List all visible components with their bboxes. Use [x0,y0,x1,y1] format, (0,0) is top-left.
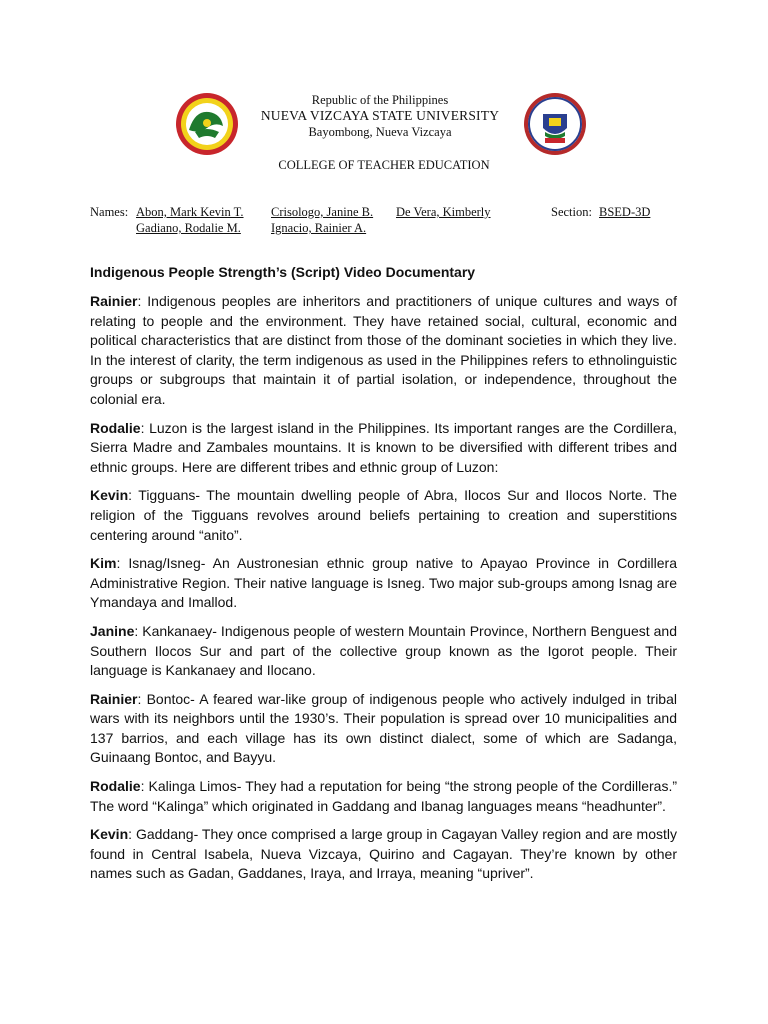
student-name: Crisologo, Janine B. [271,205,374,219]
paragraph-text: : Kankanaey- Indigenous people of western Mountain Province, Northern Benguest and Southern Ilocos Sur and part of the collective group known as the Igorot people. Their language is Kankanaey and Ilocano. [90,622,677,679]
student-name: Gadiano, Rodalie M. [136,221,241,235]
letterhead-text [240,92,520,140]
republic-line: Republic of the Philippines [311,93,449,107]
script-body [90,292,677,893]
names-label: Names: [90,205,129,219]
speaker-name: Rodalie [90,419,141,436]
script-paragraph [90,554,677,613]
paragraph-text: : Isnag/Isneg- An Austronesian ethnic group native to Apayao Province in Cordillera Administrative Region. Their native language is Isneg. Two major sub-groups among Isnag are Ymandaya and Imallod. [90,555,677,611]
speaker-name: Kim [90,555,117,572]
university-seal-icon [175,92,239,156]
section-value: BSED-3D [599,205,651,219]
letterhead [0,92,768,156]
paragraph-text: : Tigguans- The mountain dwelling people of Abra, Ilocos Sur and Ilocos Norte. The religion of the Tigguans revolves around beliefs pertaining to creation and superstitions centering around “anito”. [90,487,677,543]
student-name: De Vera, Kimberly [396,205,491,219]
speaker-name: Kevin [90,487,129,504]
document-title: Indigenous People Strength’s (Script) Video Documentary [90,264,476,280]
speaker-name: Rodalie [90,778,141,795]
student-name: Abon, Mark Kevin T. [136,205,244,219]
university-name: NUEVA VIZCAYA STATE UNIVERSITY [260,108,500,123]
paragraph-text: : Bontoc- A feared war-like group of indigenous people who actively indulged in tribal wars with its neighbors until the 1930’s. Their population is spread over 10 municipalities and 137 barrios, and each village has its own distinct dialect, some of which are Sadanga, Guinaang Bontoc, and Bayyu. [90,690,677,766]
paragraph-text: : Kalinga Limos- They had a reputation for being “the strong people of the Cordilleras.” The word “Kalinga” which originated in Gaddang and Ibanag languages means “headhunter”. [90,778,677,814]
college-name: COLLEGE OF TEACHER EDUCATION [278,158,490,172]
speaker-name: Rainier [90,293,138,309]
script-paragraph [90,622,677,681]
speaker-name: Janine [90,622,135,639]
section-label: Section: [551,205,592,219]
script-paragraph [90,690,677,768]
script-paragraph [90,419,677,478]
university-location: Bayombong, Nueva Vizcaya [308,125,452,139]
paragraph-text: : Gaddang- They once comprised a large group in Cagayan Valley region and are mostly found in Central Isabela, Nueva Vizcaya, Quirino and Cagayan. They’re known by other names such as Gadan, Gaddanes, Iraya, and Irraya, meaning “upriver”. [90,826,677,882]
paragraph-text: : Luzon is the largest island in the Philippines. Its important ranges are the Cordillera, Sierra Madre and Zambales mountains. It is known to be diversified with different tribes and ethnic groups. Here are different tribes and ethnic group of Luzon: [90,419,677,475]
paragraph-text: : Indigenous peoples are inheritors and practitioners of unique cultures and ways of relating to people and the environment. They have retained social, cultural, economic and political characteristics that are distinct from those of the dominant societies in which they live. In the interest of clarity, the term indigenous as used in the Philippines refers to ethnolinguistic groups or subgroups that maintain it of partial isolation, or independence, throughout the colonial era. [90,293,677,407]
speaker-name: Rainier [90,690,138,707]
speaker-name: Kevin [90,826,129,843]
script-paragraph [90,292,677,410]
script-paragraph [90,777,677,816]
student-name: Ignacio, Rainier A. [271,221,367,235]
names-block [90,204,690,238]
college-of-teacher-education-seal-icon [523,92,587,156]
script-paragraph [90,825,677,884]
script-paragraph [90,486,677,545]
